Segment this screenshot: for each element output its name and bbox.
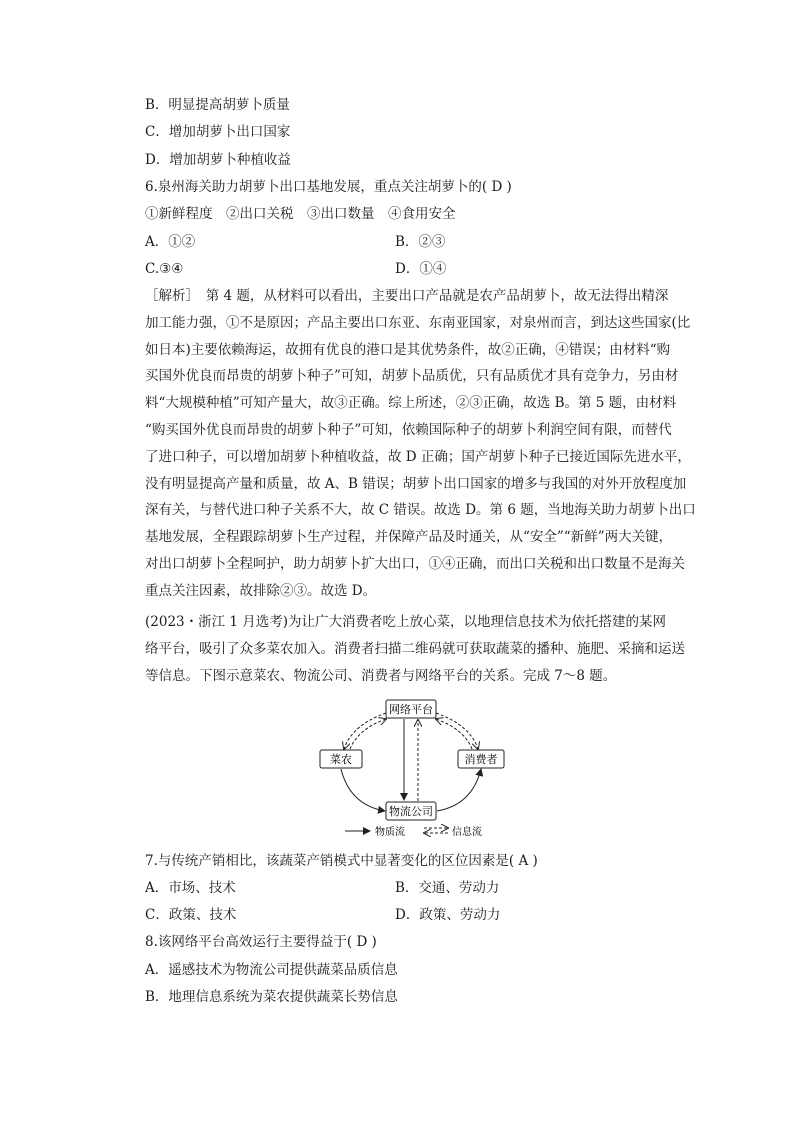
legend-info-label: 信息流 [452, 827, 482, 838]
q7-option-b: B．交通、劳动力 [395, 880, 500, 896]
analysis-line: 了进口种子，可以增加胡萝卜种植收益，故 D 正确；国产胡萝卜种子已接近国际先进水平， [145, 448, 691, 465]
q8-stem: 8.该网络平台高效运行主要得益于( D ) [145, 934, 377, 950]
logistics-node-label: 物流公司 [389, 805, 433, 818]
analysis-line: 料“大规模种植”可知产量大，故③正确。综上所述，②③正确，故选 B。第 5 题，由材料 [145, 395, 677, 412]
q6-stem: 6.泉州海关助力胡萝卜出口基地发展，重点关注胡萝卜的( D ) [145, 179, 512, 195]
legend-material-label: 物质流 [375, 827, 405, 838]
q7-option-c: C．政策、技术 [145, 907, 237, 923]
supply-chain-diagram [0, 695, 794, 845]
q8-option-b: B．地理信息系统为菜农提供蔬菜长势信息 [145, 989, 398, 1005]
material-line: (2023・浙江 1 月选考)为让广大消费者吃上放心菜，以地理信息技术为依托搭建的某网 [145, 614, 667, 630]
q6-option-b: B．②③ [395, 234, 446, 250]
q6-option-a: A．①② [145, 234, 196, 250]
analysis-paragraph [145, 283, 696, 605]
material-line: 络平台，吸引了众多菜农加入。消费者扫描二维码就可获取蔬菜的播种、施肥、采摘和运送 [145, 640, 685, 657]
q5-option-b: B．明显提高胡萝卜质量 [145, 97, 290, 113]
info-flow-farmer-to-platform [350, 719, 386, 749]
material-flow-logistics-to-consumer [437, 769, 481, 811]
analysis-line: ［解析］ 第 4 题，从材料可以看出，主要出口产品就是农产品胡萝卜，故无法得出精深 [145, 288, 669, 304]
material-flow-farmer-to-logistics [341, 769, 385, 811]
q7-option-a: A．市场、技术 [145, 880, 236, 896]
q7-stem: 7.与传统产销相比，该蔬菜产销模式中显著变化的区位因素是( A ) [145, 853, 538, 869]
q5-option-c: C．增加胡萝卜出口国家 [145, 124, 291, 140]
analysis-line: 深有关，与替代进口种子关系不大，故 C 错误。故选 D。第 6 题，当地海关助力胡萝卜出口 [145, 502, 696, 519]
q7-option-d: D．政策、劳动力 [395, 907, 501, 923]
analysis-line: 对出口胡萝卜全程呵护，助力胡萝卜扩大出口，①④正确，而出口关税和出口数量不是海关 [145, 555, 685, 572]
analysis-line: 加工能力强，①不是原因；产品主要出口东亚、东南亚国家，对泉州而言，到达这些国家(比 [145, 314, 691, 331]
info-flow-consumer-to-platform [436, 719, 472, 749]
q6-items: ①新鲜程度 ②出口关税 ③出口数量 ④食用安全 [145, 206, 456, 222]
material-line: 等信息。下图示意菜农、物流公司、消费者与网络平台的关系。完成 7～8 题。 [145, 667, 617, 684]
info-flow-platform-to-farmer [344, 713, 386, 749]
material-paragraph [145, 609, 685, 689]
q6-option-c: C.③④ [145, 261, 184, 277]
analysis-line: “购买国外优良而昂贵的胡萝卜种子”可知，依赖国际种子的胡萝卜利润空间有限，而替代 [145, 421, 672, 438]
platform-node-label: 网络平台 [389, 703, 433, 716]
analysis-line: 基地发展，全程跟踪胡萝卜生产过程，并保障产品及时通关，从“安全”“新鲜”两大关键， [145, 529, 673, 546]
q6-option-d: D．①④ [395, 261, 447, 277]
q5-option-d: D．增加胡萝卜种植收益 [145, 152, 291, 168]
analysis-line: 没有明显提高产量和质量，故 A、B 错误；胡萝卜出口国家的增多与我国的对外开放程度加 [145, 475, 687, 492]
analysis-line: 重点关注因素，故排除②③。故选 D。 [145, 582, 377, 599]
farmer-node-label: 菜农 [330, 753, 352, 766]
analysis-line: 买国外优良而昂贵的胡萝卜种子”可知，胡萝卜品质优，只有品质优才具有竞争力，另由材 [145, 368, 679, 385]
info-flow-platform-to-consumer [436, 713, 478, 749]
q8-option-a: A．遥感技术为物流公司提供蔬菜品质信息 [145, 962, 398, 978]
analysis-line: 如日本)主要依赖海运，故拥有优良的港口是其优势条件，故②正确，④错误；由材料“购 [145, 341, 671, 358]
consumer-node-label: 消费者 [464, 753, 498, 766]
